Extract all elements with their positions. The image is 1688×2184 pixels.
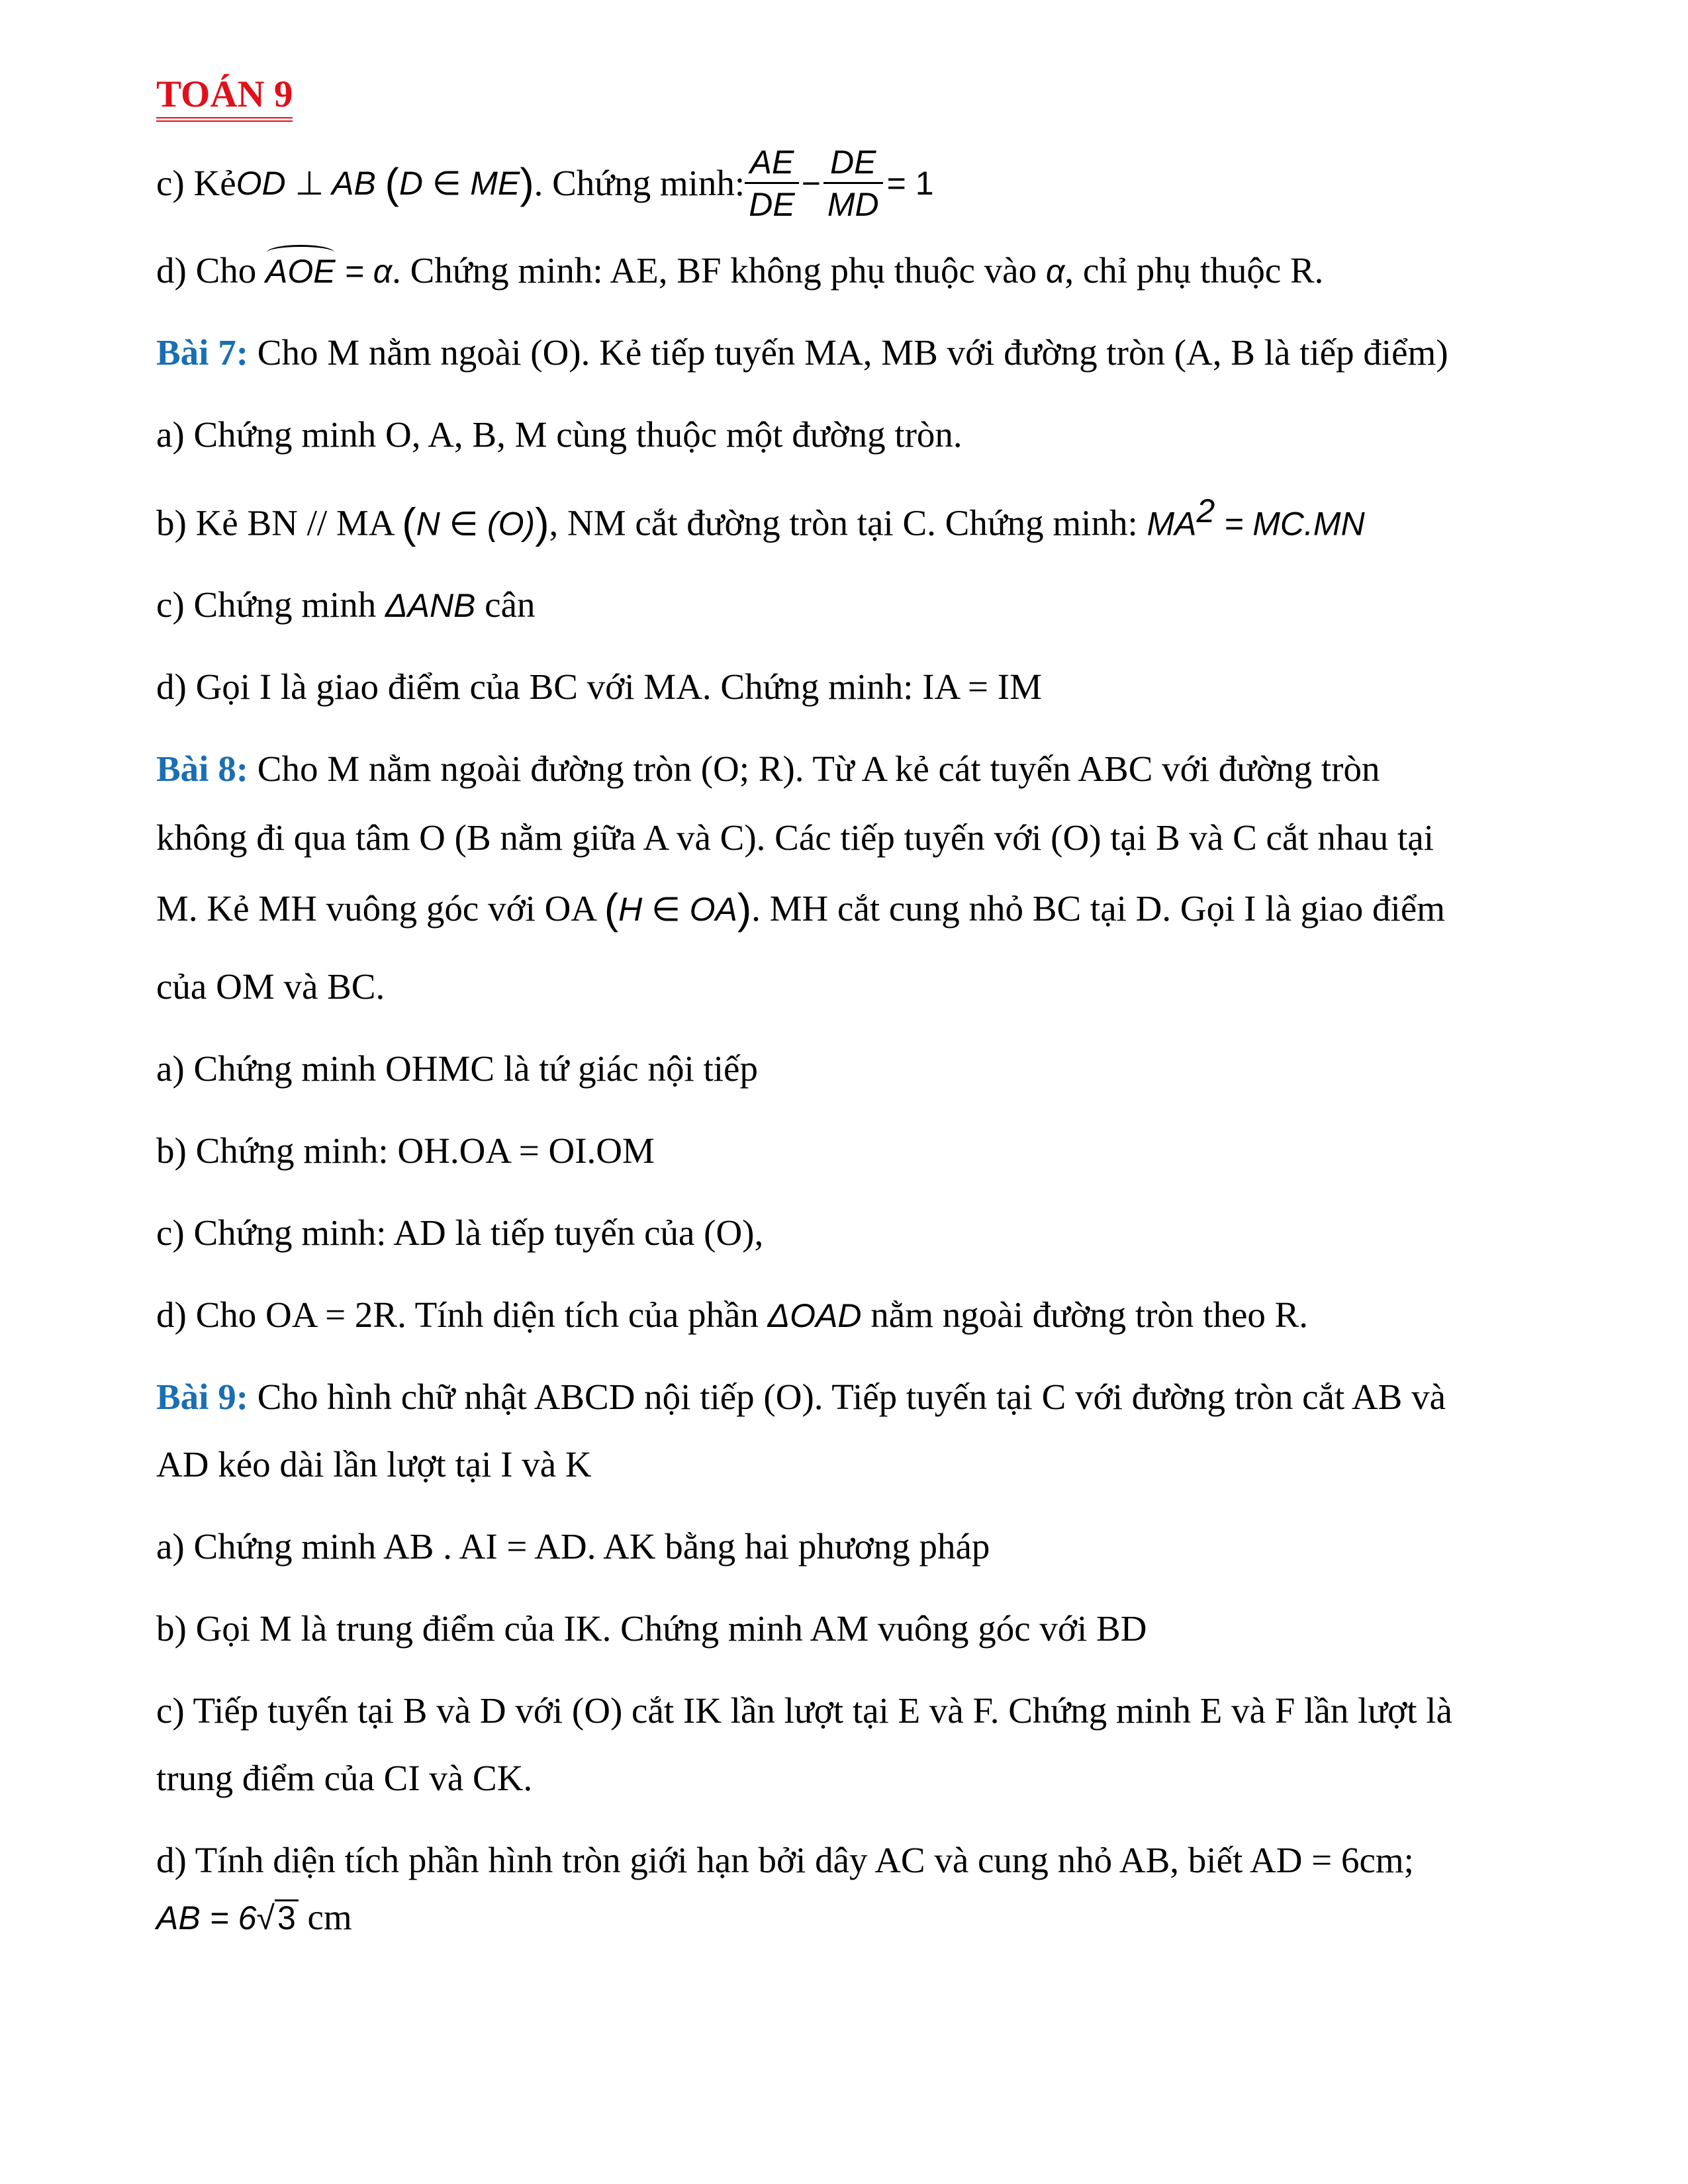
text: Cho M nằm ngoài (O). Kẻ tiếp tuyến MA, MB với đường tròn (A, B là tiếp điểm) xyxy=(248,332,1448,373)
bai9-part-c-line1: c) Tiếp tuyến tại B và D với (O) cắt IK lần lượt tại E và F. Chứng minh E và F lần lượt là xyxy=(156,1690,1452,1731)
bai8-label: Bài 8: xyxy=(156,749,249,790)
bai9-part-c-line2: trung điểm của CI và CK. xyxy=(156,1757,533,1798)
text: , NM cắt đường tròn tại C. Chứng minh: xyxy=(549,502,1147,543)
page-header: TOÁN 9 xyxy=(156,74,293,122)
bai9-intro-line2: AD kéo dài lần lượt tại I và K xyxy=(156,1443,592,1484)
text: . Chứng minh: AE, BF không phụ thuộc vào xyxy=(392,250,1046,291)
paren-open: ( xyxy=(402,499,416,547)
text: M. Kẻ MH vuông góc với OA xyxy=(156,888,604,929)
text: c) Kẻ xyxy=(156,163,236,203)
bai9-part-a: a) Chứng minh AB . AI = AD. AK bằng hai phương pháp xyxy=(156,1525,990,1567)
bai8-intro-line2: không đi qua tâm O (B nằm giữa A và C). Các tiếp tuyến với (O) tại B và C cắt nhau tại xyxy=(156,817,1434,858)
text: . Chứng minh: xyxy=(534,163,745,203)
triangle-anb: ΔANB xyxy=(385,587,476,625)
bai9-part-d-line2 xyxy=(156,1895,1520,1939)
arc-aoe: AOE xyxy=(265,253,336,290)
header-row xyxy=(156,73,1520,134)
numerator: DE xyxy=(823,144,883,184)
paren-open: ( xyxy=(604,885,619,933)
text: , chỉ phụ thuộc R. xyxy=(1064,250,1324,291)
bai9-part-d-line1: d) Tính diện tích phần hình tròn giới hạn bởi dây AC và cung nhỏ AB, biết AD = 6cm; xyxy=(156,1839,1414,1880)
bai8-intro-line1 xyxy=(156,747,1520,791)
bai9-intro-line1 xyxy=(156,1375,1520,1419)
paren-open: ( xyxy=(385,159,399,207)
denominator: MD xyxy=(827,185,879,223)
denominator: DE xyxy=(749,185,795,223)
exponent: 2 xyxy=(1196,492,1215,529)
bai8-part-a: a) Chứng minh OHMC là tứ giác nội tiếp xyxy=(156,1048,758,1089)
triangle-oad: ΔOAD xyxy=(767,1297,862,1334)
fraction-de-md xyxy=(823,144,883,223)
alpha-symbol: α xyxy=(1045,253,1065,290)
text: Cho M nằm ngoài đường tròn (O; R). Từ A kẻ cát tuyến ABC với đường tròn xyxy=(248,749,1380,790)
text: d) Cho OA = 2R. Tính diện tích của phần xyxy=(156,1294,768,1335)
numerator: AE xyxy=(745,144,798,184)
prev-part-c xyxy=(156,143,1520,223)
text: c) Chứng minh xyxy=(156,584,386,625)
text: cân xyxy=(475,584,536,625)
equals-one: = 1 xyxy=(886,165,934,202)
math-expr: = α xyxy=(335,253,393,290)
bai8-intro-line4: của OM và BC. xyxy=(156,966,385,1007)
text: d) Cho xyxy=(156,250,265,291)
paren-close: ) xyxy=(520,159,534,207)
bai7-part-d: d) Gọi I là giao điểm của BC với MA. Chứng minh: IA = IM xyxy=(156,666,1042,707)
text: nằm ngoài đường tròn theo R. xyxy=(861,1294,1309,1335)
bai9-label: Bài 9: xyxy=(156,1376,249,1417)
math-expr: MA xyxy=(1147,505,1197,543)
text: b) Kẻ BN // MA xyxy=(156,502,402,543)
bai7-intro xyxy=(156,331,1520,375)
bai8-part-d xyxy=(156,1293,1520,1337)
bai7-part-b xyxy=(156,491,1520,549)
bai8-part-c: c) Chứng minh: AD là tiếp tuyến của (O), xyxy=(156,1212,764,1253)
bai7-label: Bài 7: xyxy=(156,332,249,373)
prev-part-d xyxy=(156,249,1520,293)
bai9-part-b: b) Gọi M là trung điểm của IK. Chứng minh AM vuông góc với BD xyxy=(156,1608,1147,1649)
text: . MH cắt cung nhỏ BC tại D. Gọi I là giao điểm xyxy=(751,888,1446,929)
math-expr: AB = 6 xyxy=(156,1899,257,1936)
bai8-part-b: b) Chứng minh: OH.OA = OI.OM xyxy=(156,1130,655,1171)
text: cm xyxy=(298,1896,352,1937)
math-expr: OD ⊥ AB xyxy=(236,165,376,202)
text: Cho hình chữ nhật ABCD nội tiếp (O). Tiếp tuyến tại C với đường tròn cắt AB và xyxy=(248,1376,1446,1417)
sqrt-symbol: √ xyxy=(256,1899,275,1936)
bai7-part-a: a) Chứng minh O, A, B, M cùng thuộc một đường tròn. xyxy=(156,414,962,455)
bai7-part-c xyxy=(156,583,1520,627)
document-page xyxy=(156,73,1520,1939)
math-expr: H ∈ OA xyxy=(618,891,737,929)
bai8-intro-line3 xyxy=(156,884,1520,934)
math-expr: = MC.MN xyxy=(1215,505,1365,543)
minus-sign: − xyxy=(801,165,821,202)
paren-close: ) xyxy=(737,885,752,933)
fraction-ae-de xyxy=(745,144,798,223)
paren-close: ) xyxy=(535,499,549,547)
sqrt-radicand: 3 xyxy=(275,1899,299,1934)
math-expr: N ∈ (O) xyxy=(416,505,536,543)
math-expr: D ∈ ME xyxy=(399,165,520,202)
